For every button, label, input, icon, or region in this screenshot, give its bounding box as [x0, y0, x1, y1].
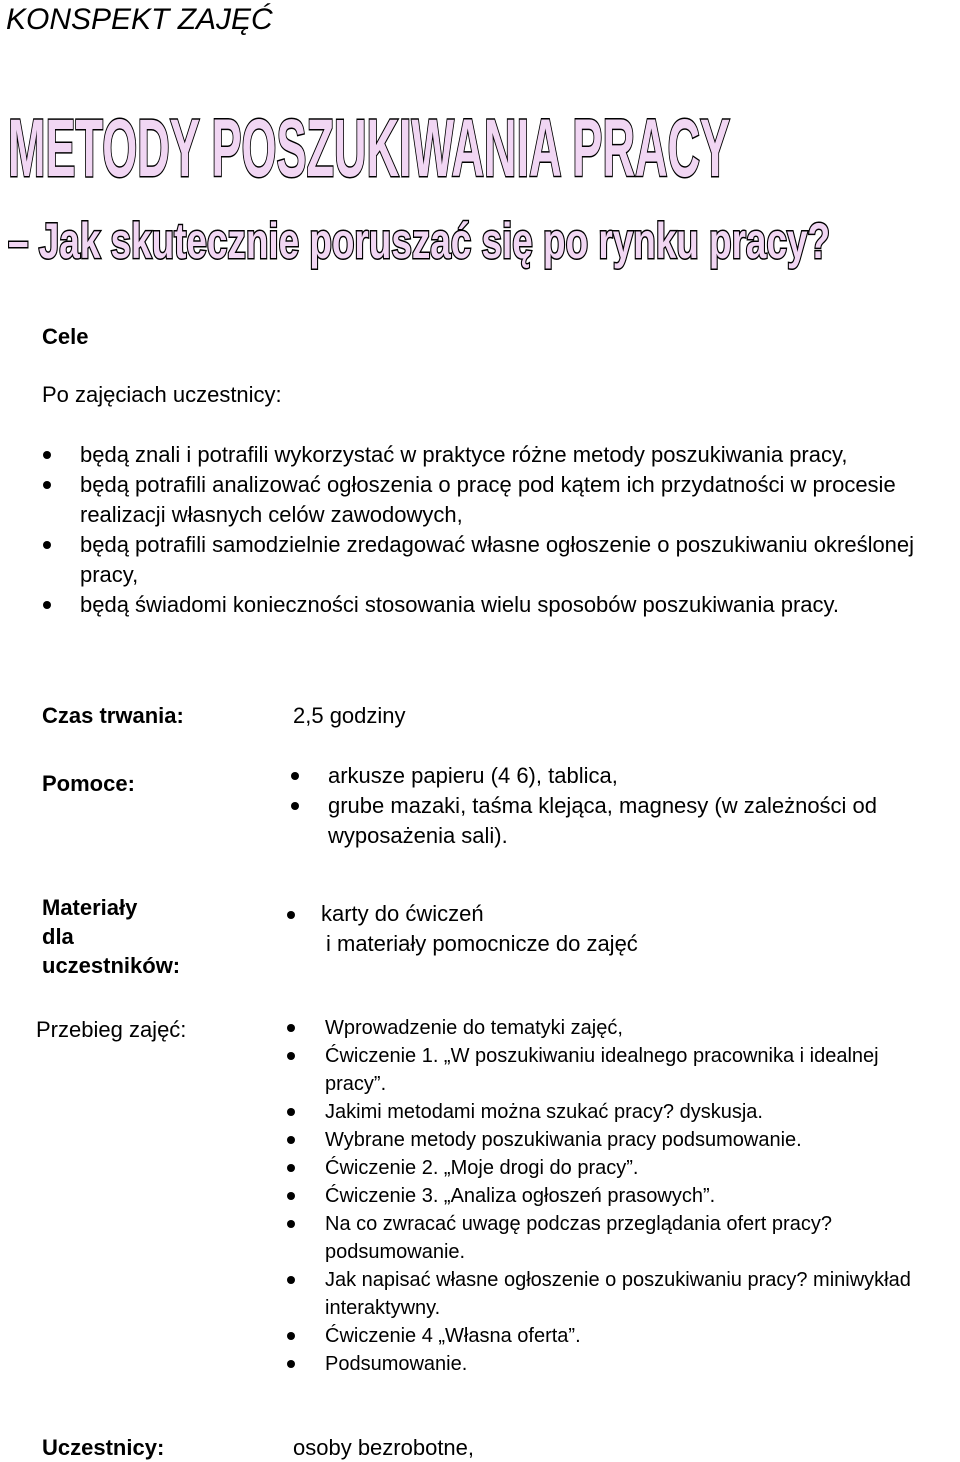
goal-item: będą świadomi konieczności stosowania wielu sposobów poszukiwania pracy.: [80, 590, 940, 620]
goal-item: będą potrafili samodzielnie zredagować własne ogłoszenie o poszukiwaniu określonej pracy,: [80, 530, 940, 590]
goal-item: będą znali i potrafili wykorzystać w praktyce różne metody poszukiwania pracy,: [80, 440, 940, 470]
duration-label: Czas trwania:: [42, 703, 184, 728]
course-item: Na co zwracać uwagę podczas przeglądania ofert pracy? podsumowanie.: [325, 1210, 945, 1266]
materials-list: [321, 899, 941, 959]
participants-value: osoby bezrobotne,: [293, 1435, 475, 1460]
materials-label-line: Materiały: [42, 895, 138, 920]
course-item: Wprowadzenie do tematyki zajęć,: [325, 1014, 945, 1042]
materials-label-line: uczestników:: [42, 953, 181, 978]
aids-label: Pomoce:: [42, 771, 135, 796]
course-item: Ćwiczenie 4 „Własna oferta”.: [325, 1322, 945, 1350]
aid-item: grube mazaki, taśma klejąca, magnesy (w zależności od wyposażenia sali).: [328, 791, 948, 851]
course-item: Podsumowanie.: [325, 1350, 945, 1378]
material-item: [321, 899, 941, 959]
goals-list: [80, 440, 940, 620]
goals-intro: Po zajęciach uczestnicy:: [42, 382, 282, 407]
material-line: i materiały pomocnicze do zajęć: [326, 931, 638, 956]
course-item: Ćwiczenie 1. „W poszukiwaniu idealnego pracownika i idealnej pracy”.: [325, 1042, 945, 1098]
course-item: Ćwiczenie 3. „Analiza ogłoszeń prasowych”.: [325, 1182, 945, 1210]
material-line: karty do ćwiczeń: [321, 901, 484, 926]
goals-heading: Cele: [42, 324, 89, 349]
course-item: Jakimi metodami można szukać pracy? dyskusja.: [325, 1098, 945, 1126]
aid-item: arkusze papieru (4 6), tablica,: [328, 761, 948, 791]
participants-label: Uczestnicy:: [42, 1435, 165, 1460]
course-item: Jak napisać własne ogłoszenie o poszukiwaniu pracy? miniwykład interaktywny.: [325, 1266, 945, 1322]
course-list: [325, 1014, 945, 1378]
goal-item: będą potrafili analizować ogłoszenia o pracę pod kątem ich przydatności w procesie realizacji własnych celów zawodowych,: [80, 470, 940, 530]
aids-list: [328, 761, 948, 851]
course-item: Wybrane metody poszukiwania pracy podsumowanie.: [325, 1126, 945, 1154]
duration-value: 2,5 godziny: [293, 703, 406, 728]
wordart-subtitle: – Jak skutecznie poruszać się po rynku pracy?: [8, 213, 830, 269]
materials-label-line: dla: [42, 924, 74, 949]
wordart-title: METODY POSZUKIWANIA PRACY: [8, 103, 730, 194]
course-label: Przebieg zajęć:: [36, 1017, 187, 1042]
document-header: KONSPEKT ZAJĘĆ: [6, 3, 273, 36]
materials-label: [42, 893, 242, 980]
course-item: Ćwiczenie 2. „Moje drogi do pracy”.: [325, 1154, 945, 1182]
wordart-title-block: [0, 0, 960, 290]
